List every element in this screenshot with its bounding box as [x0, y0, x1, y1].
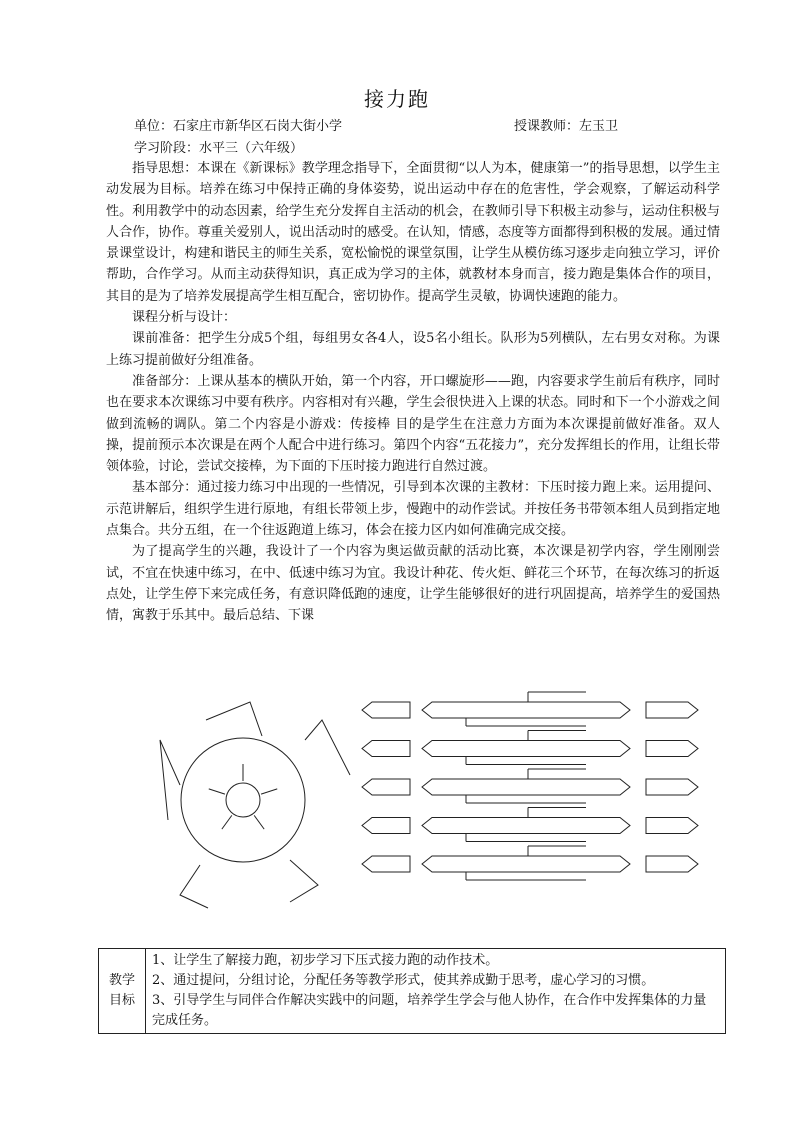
formation-arm — [206, 702, 262, 736]
spoke-line — [209, 789, 225, 794]
lane-end-marker — [646, 856, 698, 872]
relay-lanes — [362, 692, 698, 880]
lane-main — [422, 856, 630, 872]
paragraph-warmup: 准备部分：上课从基本的横队开始，第一个内容，开口螺旋形——跑，内容要求学生前后有秩序，同时也在要求本次课练习中要有秩序。内容相对有兴趣，学生会很快进入上课的状态。同时和下一个小游戏之间做到流畅的调队。第二个内容是小游戏：传接棒 目的是学生在注意力方面为本次课提前做好准备。双人操，提前预示本次课是在两个人配合中进行练习。第四个内容“五花接力”，充分发挥组长的作用，让组长带领体验，讨论，尝试交接棒，为下面的下压时接力跑进行自然过渡。 — [106, 373, 720, 475]
inner-circle — [226, 783, 260, 817]
stage-line: 学习阶段：水平三（六年级） — [134, 141, 304, 156]
spoke-line — [222, 815, 232, 829]
lane-main — [422, 741, 630, 757]
outer-circle — [181, 738, 305, 862]
lane-main — [422, 702, 630, 718]
goals-label — [99, 949, 146, 1034]
lane-main — [422, 818, 630, 834]
formation-diagram — [0, 680, 794, 910]
spoke-line — [261, 789, 277, 794]
document-title: 接力跑 — [364, 87, 430, 111]
lane-end-marker — [646, 702, 698, 718]
goals-label-line1: 教学 — [108, 973, 135, 988]
lane-main — [422, 779, 630, 795]
formation-arm — [290, 860, 318, 902]
goal-item-2: 2、通过提问，分组讨论，分配任务等教学形式，使其养成勤于思考，虚心学习的习惯。 — [152, 973, 655, 988]
goal-item-3: 3、引导学生与同伴合作解决实践中的问题，培养学生学会与他人协作，在合作中发挥集体的力量完成任务。 — [152, 993, 707, 1028]
paragraph-main-part: 基本部分：通过接力练习中出现的一些情况，引导到本次课的主教材：下压时接力跑上来。运用提问、示范讲解后，组织学生进行原地，有组长带领上步，慢跑中的动作尝试。并按任务书带领本组人员到指定地点集合。共分五组，在一个往返跑道上练习，体会在接力区内如何准确完成交接。 — [106, 480, 720, 539]
circle-formation — [160, 702, 350, 908]
paragraph-guiding-thought: 指导思想：本课在《新课标》教学理念指导下，全面贯彻“以人为本，健康第一”的指导思想，以学生主动发展为目标。培养在练习中保持正确的身体姿势，说出运动中存在的危害性，学会观察，了解运动科学性。利用教学中的动态因素，给学生充分发挥自主活动的机会，在教师引导下积极主动参与，运动住积极与人合作，协作。尊重关爱别人，说出活动时的感受。在认知，情感，态度等方面都得到积极的发展。通过情景课堂设计，构建和谐民主的师生关系，宽松愉悦的课堂氛围，让学生从模仿练习逐步走向独立学习，评价帮助，合作学习。从而主动获得知识，真正成为学习的主体，就教材本身而言，接力跑是集体合作的项目，其目的是为了培养发展提高学生相互配合，密切协作。提高学生灵敏，协调快速跑的能力。 — [106, 161, 720, 304]
paragraph-interest: 为了提高学生的兴趣，我设计了一个内容为奥运做贡献的活动比赛，本次课是初学内容，学生刚刚尝试，不宜在快速中练习，在中、低速中练习为宜。我设计种花、传火炬、鲜花三个环节，在每次练习的折返点处，让学生停下来完成任务，有意识降低跑的速度，让学生能够很好的进行巩固提高，培养学生的爱国热情，寓教于乐其中。最后总结、下课 — [106, 544, 720, 624]
formation-arm — [180, 865, 208, 908]
lane-end-marker — [646, 741, 698, 757]
lane-start-marker — [362, 741, 410, 757]
body-text — [106, 158, 720, 627]
paragraph-course-analysis-heading: 课程分析与设计： — [132, 310, 237, 326]
lane-start-marker — [362, 856, 410, 872]
goals-label-line2: 目标 — [108, 993, 135, 1008]
lane-start-marker — [362, 818, 410, 834]
outer-arms — [160, 702, 350, 908]
formation-arm — [305, 720, 350, 775]
unit-line: 单位：石家庄市新华区石岗大街小学 — [134, 119, 343, 134]
inner-spokes — [209, 764, 277, 829]
teacher-line: 授课教师：左玉卫 — [514, 119, 619, 134]
paragraph-pre-class: 课前准备：把学生分成5个组，每组男女各4人，设5名小组长。队形为5列横队，左右男女对称。为课上练习提前做好分组准备。 — [106, 331, 720, 368]
teaching-goals-table — [98, 948, 726, 1034]
lane-start-marker — [362, 779, 410, 795]
lane-end-marker — [646, 779, 698, 795]
spoke-line — [254, 815, 264, 829]
formation-arm — [160, 740, 180, 820]
goals-content — [146, 949, 726, 1034]
lane-end-marker — [646, 818, 698, 834]
lane-start-marker — [362, 702, 410, 718]
goal-item-1: 1、让学生了解接力跑，初步学习下压式接力跑的动作技术。 — [152, 953, 499, 968]
